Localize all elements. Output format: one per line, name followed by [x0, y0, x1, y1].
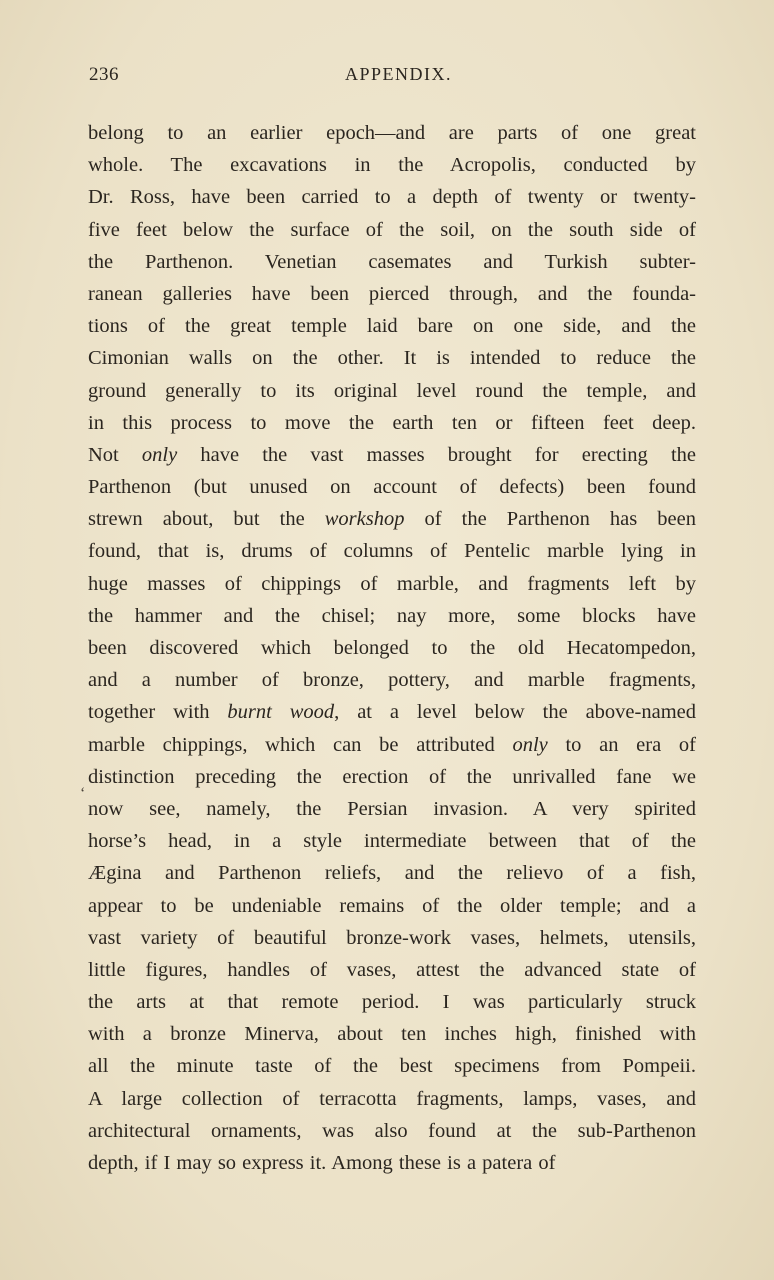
text-line: marble chippings, which can be attributed only to an era of: [88, 733, 696, 756]
text-line: strewn about, but the workshop of the Parthenon has been: [88, 508, 696, 531]
text-line: in this process to move the earth ten or fifteen feet deep.: [88, 411, 696, 434]
text-line: all the minute taste of the best specimens from Pompeii.: [88, 1055, 696, 1078]
page-number: 236: [89, 64, 119, 85]
text-line: belong to an earlier epoch—and are parts of one great: [88, 122, 696, 144]
text-line: vast variety of beautiful bronze-work vases, helmets, utensils,: [88, 926, 696, 949]
text-line: Ægina and Parthenon reliefs, and the relievo of a fish,: [88, 862, 696, 885]
text-line: architectural ornaments, was also found at the sub-Parthenon: [88, 1119, 696, 1142]
text-line: the hammer and the chisel; nay more, some blocks have: [88, 604, 696, 627]
text-line: huge masses of chippings of marble, and fragments left by: [88, 572, 696, 595]
text-line: Cimonian walls on the other. It is intended to reduce the: [88, 347, 696, 370]
body-text: [88, 117, 696, 1179]
text-line: found, that is, drums of columns of Pentelic marble lying in: [88, 540, 696, 563]
text-line: been discovered which belonged to the old Hecatompedon,: [88, 637, 696, 659]
text-line: Not only have the vast masses brought for erecting the: [88, 443, 697, 466]
text-line: the arts at that remote period. I was particularly struck: [88, 991, 696, 1014]
text-line: five feet below the surface of the soil, on the south side of: [88, 218, 696, 241]
text-line: ground generally to its original level round the temple, and: [88, 379, 696, 402]
text-line: together with burnt wood, at a level below the above-named: [88, 701, 696, 724]
running-head: APPENDIX.: [344, 64, 452, 84]
text-line: now see, namely, the Persian invasion. A very spirited: [88, 797, 696, 820]
text-line: ranean galleries have been pierced through, and the founda-: [88, 282, 696, 305]
text-line: horse’s head, in a style intermediate between that of the: [88, 830, 696, 853]
text-line: A large collection of terracotta fragments, lamps, vases, and: [88, 1087, 696, 1110]
text-line: and a number of bronze, pottery, and marble fragments,: [88, 669, 696, 692]
text-line: distinction preceding the erection of the unrivalled fane we: [88, 765, 696, 788]
page-header: [89, 64, 696, 94]
text-line: Dr. Ross, have been carried to a depth of twenty or twenty-: [88, 186, 696, 209]
text-line: little figures, handles of vases, attest the advanced state of: [88, 958, 696, 981]
text-line: depth, if I may so express it. Among these is a patera of: [88, 1152, 556, 1174]
text-line: Parthenon (but unused on account of defects) been found: [88, 476, 696, 499]
text-line: with a bronze Minerva, about ten inches high, finished with: [88, 1023, 696, 1046]
text-line: the Parthenon. Venetian casemates and Turkish subter-: [88, 250, 696, 273]
margin-mark: ‘: [80, 785, 86, 802]
text-line: appear to be undeniable remains of the older temple; and a: [88, 894, 696, 917]
text-line: whole. The excavations in the Acropolis, conducted by: [88, 154, 696, 177]
text-line: tions of the great temple laid bare on one side, and the: [88, 315, 696, 338]
